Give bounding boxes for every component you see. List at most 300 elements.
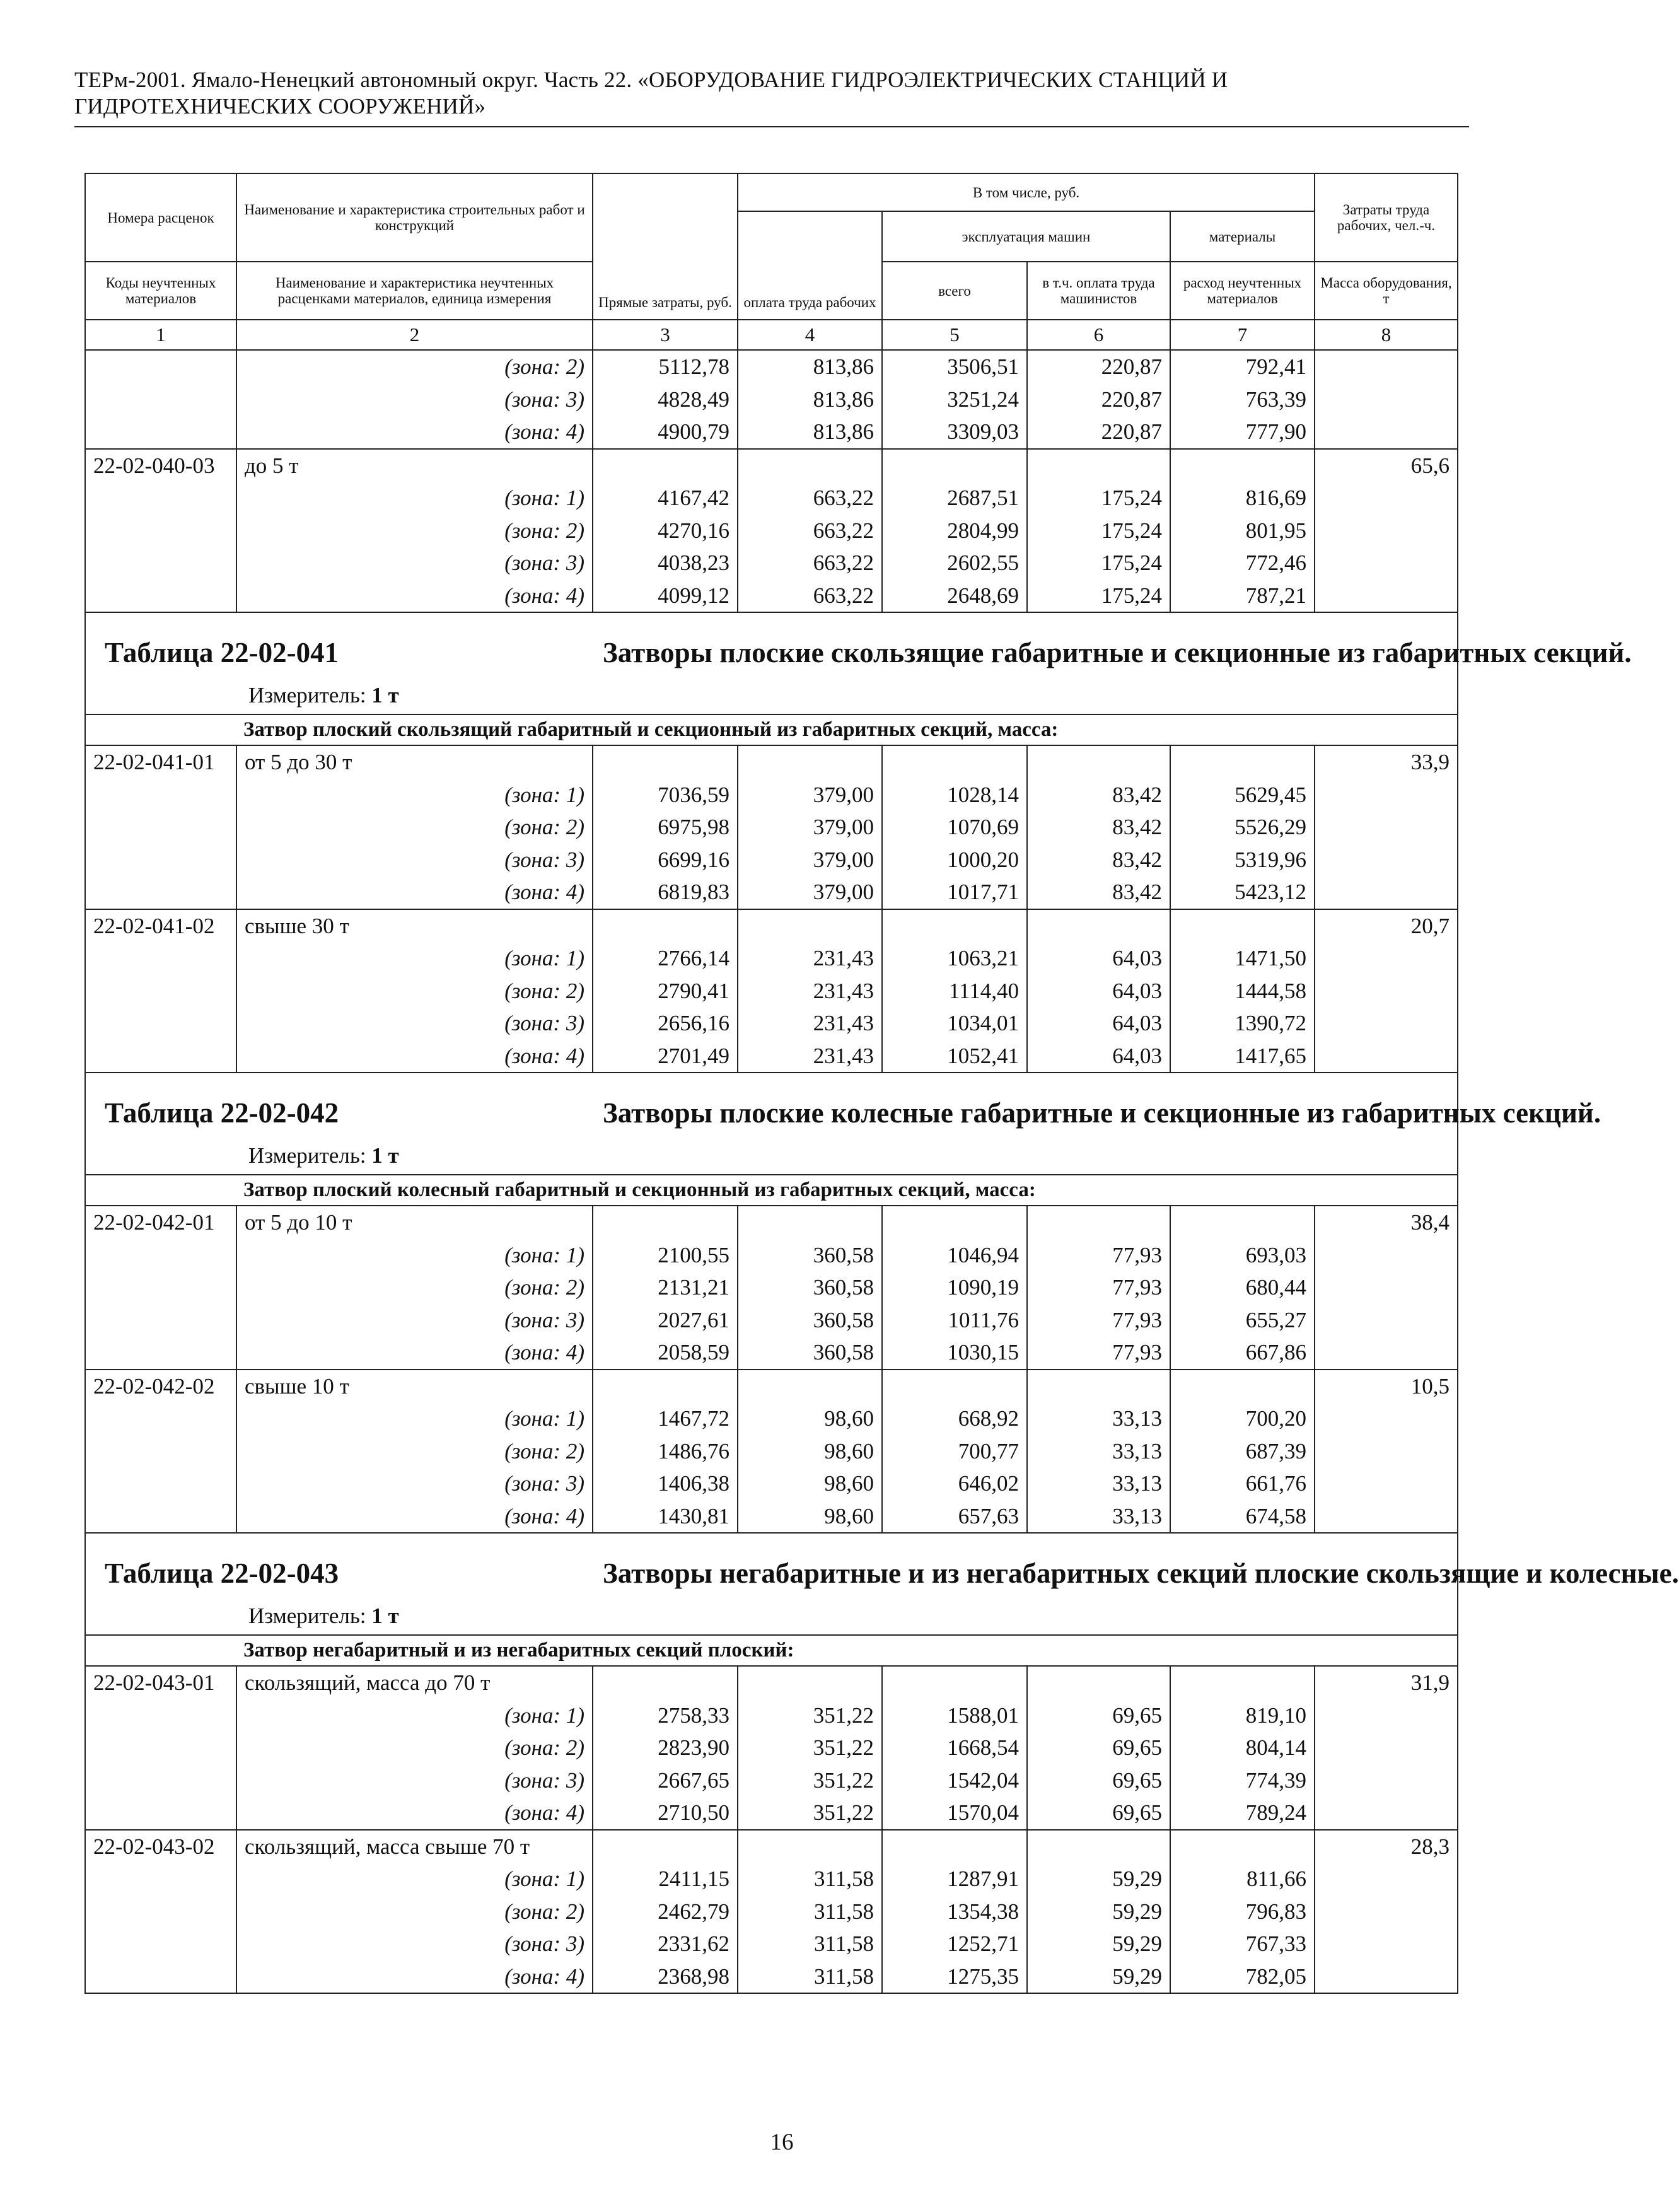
rate-code [85,1467,236,1500]
rate-name: скользящий, масса до 70 т [236,1666,593,1699]
materials-cost: 819,10 [1170,1699,1315,1732]
rate-item-row [85,1370,1458,1403]
rate-item-row [85,909,1458,943]
col-header-pay: оплата труда рабочих [738,211,882,320]
zone-label: (зона: 1) [236,482,593,515]
zone-row [85,1239,1458,1272]
rate-code [85,876,236,909]
measure-label: Измеритель: [248,683,366,707]
materials-cost: 792,41 [1170,350,1315,383]
equipment-mass: 28,3 [1315,1830,1458,1863]
header-divider [74,126,1469,127]
machinist-pay: 77,93 [1027,1304,1170,1337]
zone-row [85,975,1458,1008]
materials-cost: 655,27 [1170,1304,1315,1337]
machinist-pay: 220,87 [1027,350,1170,383]
materials-cost: 5526,29 [1170,811,1315,844]
rate-item-row [85,745,1458,779]
zone-label: (зона: 1) [236,1402,593,1435]
labor-pay: 231,43 [738,942,882,975]
group-header-row [85,1175,1458,1206]
measure-label: Измеритель: [248,1604,366,1628]
labor-pay: 98,60 [738,1402,882,1435]
labor-pay: 231,43 [738,975,882,1008]
table-label: Таблица 22-02-043 [105,1557,339,1589]
materials-cost: 801,95 [1170,515,1315,547]
direct-cost: 2100,55 [593,1239,738,1272]
group-header-row [85,1635,1458,1666]
zone-label: (зона: 3) [236,1928,593,1960]
machinist-pay: 83,42 [1027,876,1170,909]
measure-unit [248,682,1444,709]
direct-cost: 2368,98 [593,1960,738,1994]
labor-pay: 351,22 [738,1699,882,1732]
page-header-line1: ТЕРм-2001. Ямало-Ненецкий автономный округ. Часть 22. «ОБОРУДОВАНИЕ ГИДРОЭЛЕКТРИЧЕСКИХ СТАНЦИЙ И [74,67,1228,92]
labor-pay: 360,58 [738,1239,882,1272]
materials-cost: 811,66 [1170,1863,1315,1895]
equipment-mass [1315,482,1458,515]
zone-label: (зона: 2) [236,1435,593,1468]
zone-row [85,1336,1458,1370]
zone-label: (зона: 4) [236,579,593,613]
materials-cost: 693,03 [1170,1239,1315,1272]
rate-code [85,1271,236,1304]
rate-code [85,1928,236,1960]
rate-code [85,1402,236,1435]
group-header: Затвор плоский колесный габаритный и секционный из габаритных секций, масса: [85,1175,1458,1206]
col-number: 5 [882,320,1027,350]
rate-code [85,1895,236,1928]
direct-cost: 2766,14 [593,942,738,975]
empty-cell [1027,1830,1170,1863]
group-header: Затвор негабаритный и из негабаритных секций плоский: [85,1635,1458,1666]
equipment-mass [1315,1928,1458,1960]
zone-row [85,1467,1458,1500]
equipment-mass [1315,779,1458,812]
zone-label: (зона: 3) [236,1007,593,1040]
zone-row [85,1863,1458,1895]
rate-name: до 5 т [236,449,593,482]
equipment-mass: 20,7 [1315,909,1458,943]
equipment-mass [1315,1271,1458,1304]
measure-value: 1 т [371,1143,399,1168]
measure-value: 1 т [371,1604,399,1628]
zone-row [85,416,1458,449]
measure-unit [248,1143,1444,1169]
equipment-mass [1315,1336,1458,1370]
direct-cost: 1406,38 [593,1467,738,1500]
zone-row [85,876,1458,909]
rate-code [85,350,236,383]
labor-pay: 379,00 [738,779,882,812]
zone-label: (зона: 1) [236,1239,593,1272]
rate-code: 22-02-042-02 [85,1370,236,1403]
zone-label: (зона: 2) [236,975,593,1008]
rate-code [85,811,236,844]
empty-cell [1027,1206,1170,1239]
machinist-pay: 77,93 [1027,1239,1170,1272]
labor-pay: 663,22 [738,579,882,613]
col-header-mass: Масса оборудования, т [1315,262,1458,320]
materials-cost: 787,21 [1170,579,1315,613]
zone-label: (зона: 4) [236,1336,593,1370]
rate-code [85,1336,236,1370]
rate-code: 22-02-040-03 [85,449,236,482]
machines-total: 1668,54 [882,1732,1027,1764]
machines-total: 1046,94 [882,1239,1027,1272]
rate-name: скользящий, масса свыше 70 т [236,1830,593,1863]
machines-total: 3309,03 [882,416,1027,449]
rate-code [85,515,236,547]
rate-item-row [85,1666,1458,1699]
machines-total: 1090,19 [882,1271,1027,1304]
equipment-mass: 33,9 [1315,745,1458,779]
materials-cost: 700,20 [1170,1402,1315,1435]
empty-cell [593,449,738,482]
empty-cell [1027,1370,1170,1403]
materials-cost: 1417,65 [1170,1040,1315,1073]
machines-total: 646,02 [882,1467,1027,1500]
rate-name: свыше 30 т [236,909,593,943]
equipment-mass [1315,1895,1458,1928]
machines-total: 1034,01 [882,1007,1027,1040]
rate-code [85,547,236,579]
direct-cost: 2656,16 [593,1007,738,1040]
equipment-mass [1315,1500,1458,1534]
zone-row [85,1699,1458,1732]
machines-total: 2602,55 [882,547,1027,579]
zone-label: (зона: 3) [236,1467,593,1500]
machines-total: 668,92 [882,1402,1027,1435]
equipment-mass [1315,547,1458,579]
direct-cost: 1430,81 [593,1500,738,1534]
zone-row [85,1500,1458,1534]
rate-name: свыше 10 т [236,1370,593,1403]
empty-cell [1170,745,1315,779]
rate-code [85,844,236,876]
zone-row [85,1764,1458,1797]
machinist-pay: 77,93 [1027,1271,1170,1304]
rate-code [85,1863,236,1895]
equipment-mass [1315,1435,1458,1468]
rate-code: 22-02-041-02 [85,909,236,943]
empty-cell [882,1370,1027,1403]
machines-total: 2687,51 [882,482,1027,515]
machines-total: 2648,69 [882,579,1027,613]
zone-row [85,1007,1458,1040]
col-header-codes: Коды неучтенных материалов [85,262,236,320]
labor-pay: 311,58 [738,1895,882,1928]
direct-cost: 2790,41 [593,975,738,1008]
labor-pay: 231,43 [738,1007,882,1040]
machinist-pay: 64,03 [1027,1007,1170,1040]
equipment-mass: 10,5 [1315,1370,1458,1403]
machines-total: 700,77 [882,1435,1027,1468]
machinist-pay: 59,29 [1027,1928,1170,1960]
rate-code [85,942,236,975]
direct-cost: 4900,79 [593,416,738,449]
machines-total: 657,63 [882,1500,1027,1534]
direct-cost: 2667,65 [593,1764,738,1797]
labor-pay: 813,86 [738,350,882,383]
materials-cost: 816,69 [1170,482,1315,515]
empty-cell [593,1830,738,1863]
materials-cost: 767,33 [1170,1928,1315,1960]
table-label: Таблица 22-02-041 [105,637,339,668]
machinist-pay: 64,03 [1027,975,1170,1008]
materials-cost: 772,46 [1170,547,1315,579]
rate-code [85,482,236,515]
labor-pay: 351,22 [738,1764,882,1797]
col-header-name: Наименование и характеристика строительных работ и конструкций [236,173,593,262]
col-header-labor: Затраты труда рабочих, чел.-ч. [1315,173,1458,262]
col-header-direct: Прямые затраты, руб. [593,173,738,320]
zone-row [85,515,1458,547]
empty-cell [738,1666,882,1699]
empty-cell [738,745,882,779]
zone-label: (зона: 3) [236,1304,593,1337]
direct-cost: 2758,33 [593,1699,738,1732]
group-header-row [85,714,1458,745]
zone-label: (зона: 2) [236,1732,593,1764]
direct-cost: 7036,59 [593,779,738,812]
col-header-incl: В том числе, руб. [738,173,1315,211]
machinist-pay: 33,13 [1027,1435,1170,1468]
machinist-pay: 64,03 [1027,1040,1170,1073]
direct-cost: 2710,50 [593,1796,738,1830]
equipment-mass [1315,975,1458,1008]
equipment-mass [1315,811,1458,844]
zone-label: (зона: 2) [236,515,593,547]
labor-pay: 360,58 [738,1336,882,1370]
col-header-unaccounted: расход неучтенных материалов [1170,262,1315,320]
table-title-row [85,1533,1458,1635]
labor-pay: 311,58 [738,1928,882,1960]
materials-cost: 674,58 [1170,1500,1315,1534]
zone-row [85,811,1458,844]
rate-code [85,1500,236,1534]
labor-pay: 813,86 [738,416,882,449]
rate-name: от 5 до 30 т [236,745,593,779]
equipment-mass [1315,350,1458,383]
zone-row [85,1271,1458,1304]
machines-total: 3506,51 [882,350,1027,383]
zone-label: (зона: 2) [236,350,593,383]
equipment-mass [1315,1796,1458,1830]
labor-pay: 351,22 [738,1732,882,1764]
machinist-pay: 69,65 [1027,1764,1170,1797]
zone-row [85,579,1458,613]
empty-cell [1170,1370,1315,1403]
zone-label: (зона: 4) [236,1796,593,1830]
materials-cost: 5629,45 [1170,779,1315,812]
labor-pay: 379,00 [738,811,882,844]
machines-total: 2804,99 [882,515,1027,547]
materials-cost: 1471,50 [1170,942,1315,975]
table-title-cell [85,1073,1601,1175]
machinist-pay: 77,93 [1027,1336,1170,1370]
machinist-pay: 83,42 [1027,779,1170,812]
zone-label: (зона: 3) [236,383,593,416]
table-title: Затворы плоские колесные габаритные и секционные из габаритных секций. [603,1097,1601,1129]
machinist-pay: 83,42 [1027,844,1170,876]
empty-cell [593,1206,738,1239]
machines-total: 1570,04 [882,1796,1027,1830]
empty-cell [738,909,882,943]
empty-cell [882,745,1027,779]
col-number: 4 [738,320,882,350]
zone-row [85,942,1458,975]
empty-cell [593,1666,738,1699]
machines-total: 1063,21 [882,942,1027,975]
zone-row [85,482,1458,515]
direct-cost: 4828,49 [593,383,738,416]
machines-total: 1070,69 [882,811,1027,844]
rate-code [85,1239,236,1272]
direct-cost: 2411,15 [593,1863,738,1895]
machinist-pay: 33,13 [1027,1467,1170,1500]
equipment-mass: 65,6 [1315,449,1458,482]
machines-total: 1287,91 [882,1863,1027,1895]
rate-code [85,1040,236,1073]
zone-label: (зона: 3) [236,1764,593,1797]
materials-cost: 661,76 [1170,1467,1315,1500]
zone-label: (зона: 2) [236,811,593,844]
zone-label: (зона: 4) [236,1500,593,1534]
labor-pay: 813,86 [738,383,882,416]
zone-label: (зона: 4) [236,1960,593,1994]
rate-code [85,975,236,1008]
machines-total: 1017,71 [882,876,1027,909]
direct-cost: 4038,23 [593,547,738,579]
zone-row [85,1895,1458,1928]
materials-cost: 804,14 [1170,1732,1315,1764]
materials-cost: 680,44 [1170,1271,1315,1304]
zone-row [85,1960,1458,1994]
direct-cost: 2331,62 [593,1928,738,1960]
direct-cost: 2058,59 [593,1336,738,1370]
machinist-pay: 175,24 [1027,482,1170,515]
materials-cost: 5423,12 [1170,876,1315,909]
empty-cell [593,745,738,779]
rate-code [85,1796,236,1830]
direct-cost: 6699,16 [593,844,738,876]
measure-label: Измеритель: [248,1143,366,1168]
labor-pay: 98,60 [738,1467,882,1500]
zone-label: (зона: 4) [236,1040,593,1073]
empty-cell [593,1370,738,1403]
equipment-mass [1315,383,1458,416]
direct-cost: 2462,79 [593,1895,738,1928]
empty-cell [738,1830,882,1863]
col-header-machines: эксплуатация машин [882,211,1170,262]
group-header: Затвор плоский скользящий габаритный и секционный из габаритных секций, масса: [85,714,1458,745]
materials-cost: 1444,58 [1170,975,1315,1008]
table-title: Затворы плоские скользящие габаритные и секционные из габаритных секций. [603,637,1632,668]
rate-code: 22-02-043-01 [85,1666,236,1699]
empty-cell [882,1666,1027,1699]
labor-pay: 663,22 [738,547,882,579]
col-number: 8 [1315,320,1458,350]
machinist-pay: 175,24 [1027,579,1170,613]
direct-cost: 2131,21 [593,1271,738,1304]
machinist-pay: 175,24 [1027,515,1170,547]
empty-cell [882,1206,1027,1239]
materials-cost: 774,39 [1170,1764,1315,1797]
machines-total: 1275,35 [882,1960,1027,1994]
empty-cell [1027,449,1170,482]
zone-label: (зона: 3) [236,844,593,876]
page-header-line2: ГИДРОТЕХНИЧЕСКИХ СООРУЖЕНИЙ» [74,94,486,119]
rate-code: 22-02-042-01 [85,1206,236,1239]
labor-pay: 379,00 [738,844,882,876]
direct-cost: 6819,83 [593,876,738,909]
rate-code [85,1435,236,1468]
machinist-pay: 69,65 [1027,1732,1170,1764]
materials-cost: 763,39 [1170,383,1315,416]
equipment-mass [1315,1863,1458,1895]
table-label: Таблица 22-02-042 [105,1097,339,1129]
equipment-mass [1315,1040,1458,1073]
zone-row [85,1732,1458,1764]
machinist-pay: 59,29 [1027,1863,1170,1895]
labor-pay: 311,58 [738,1863,882,1895]
equipment-mass [1315,1764,1458,1797]
direct-cost: 1467,72 [593,1402,738,1435]
direct-cost: 2027,61 [593,1304,738,1337]
zone-row [85,1304,1458,1337]
empty-cell [1170,1666,1315,1699]
rate-code [85,779,236,812]
col-header-rate-numbers: Номера расценок [85,173,236,262]
table-title-cell [85,1533,1679,1635]
zone-label: (зона: 2) [236,1271,593,1304]
machinist-pay: 220,87 [1027,383,1170,416]
equipment-mass [1315,579,1458,613]
equipment-mass [1315,1007,1458,1040]
equipment-mass [1315,1732,1458,1764]
machines-total: 1028,14 [882,779,1027,812]
machines-total: 3251,24 [882,383,1027,416]
rate-item-row [85,1206,1458,1239]
zone-row [85,779,1458,812]
labor-pay: 379,00 [738,876,882,909]
machinist-pay: 83,42 [1027,811,1170,844]
zone-row [85,547,1458,579]
col-number: 1 [85,320,236,350]
empty-cell [1027,909,1170,943]
direct-cost: 4099,12 [593,579,738,613]
labor-pay: 360,58 [738,1304,882,1337]
empty-cell [1170,449,1315,482]
equipment-mass: 38,4 [1315,1206,1458,1239]
col-header-total: всего [882,262,1027,320]
table-title-cell [85,612,1632,714]
labor-pay: 663,22 [738,515,882,547]
machinist-pay: 59,29 [1027,1895,1170,1928]
machinist-pay: 59,29 [1027,1960,1170,1994]
equipment-mass [1315,876,1458,909]
machines-total: 1588,01 [882,1699,1027,1732]
rate-code: 22-02-041-01 [85,745,236,779]
empty-cell [882,909,1027,943]
rate-item-row [85,449,1458,482]
machines-total: 1542,04 [882,1764,1027,1797]
empty-cell [1027,1666,1170,1699]
machinist-pay: 175,24 [1027,547,1170,579]
page-header [74,67,1465,120]
equipment-mass [1315,1960,1458,1994]
